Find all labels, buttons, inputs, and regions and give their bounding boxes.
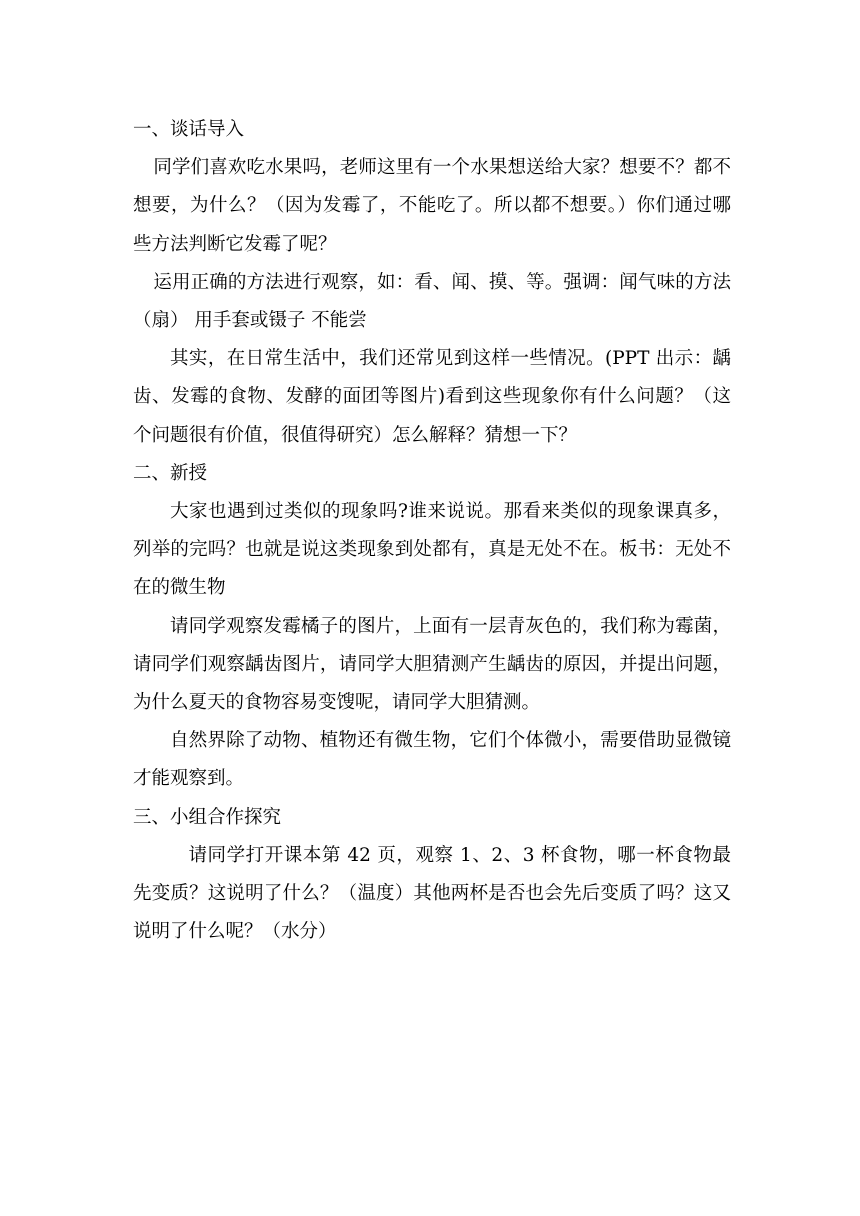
section-heading-intro: 一、谈话导入: [133, 119, 245, 140]
intro-paragraph-daily-life: 其实，在日常生活中，我们还常见到这样一些情况。(PPT 出示：龋齿、发霉的食物、发酵的面团等图片)看到这些现象你有什么问题？（这个问题很有价值，很值得研究）怎么解释？猜想一下？: [133, 348, 731, 446]
new-lesson-paragraph-phenomena: 大家也遇到过类似的现象吗?谁来说说。那看来类似的现象课真多，列举的完吗？也就是说这类现象到处都有，真是无处不在。板书：无处不在的微生物: [133, 501, 731, 599]
intro-paragraph-observation: 运用正确的方法进行观察，如：看、闻、摸、等。强调：闻气味的方法（扇） 用手套或镊子 不能尝: [133, 271, 731, 332]
intro-paragraph-fruit: 同学们喜欢吃水果吗，老师这里有一个水果想送给大家？想要不？都不想要，为什么？（因为发霉了，不能吃了。所以都不想要。）你们通过哪些方法判断它发霉了呢？: [133, 157, 731, 255]
section-heading-group-inquiry: 三、小组合作探究: [133, 806, 282, 828]
new-lesson-paragraph-mold: 请同学观察发霉橘子的图片，上面有一层青灰色的，我们称为霉菌，请同学们观察龋齿图片，请同学大胆猜测产生龋齿的原因，并提出问题，为什么夏天的食物容易变馊呢，请同学大胆猜测。: [133, 615, 731, 714]
section-heading-new-lesson: 二、新授: [133, 462, 208, 484]
new-lesson-paragraph-microbes: 自然界除了动物、植物还有微生物，它们个体微小，需要借助显微镜才能观察到。: [133, 730, 731, 790]
group-inquiry-paragraph-textbook: 请同学打开课本第 42 页，观察 1、2、3 杯食物，哪一杯食物最先变质？这说明了什么？（温度）其他两杯是否也会先后变质了吗？这又说明了什么呢？（水分）: [133, 844, 731, 943]
document-body: [133, 111, 731, 951]
